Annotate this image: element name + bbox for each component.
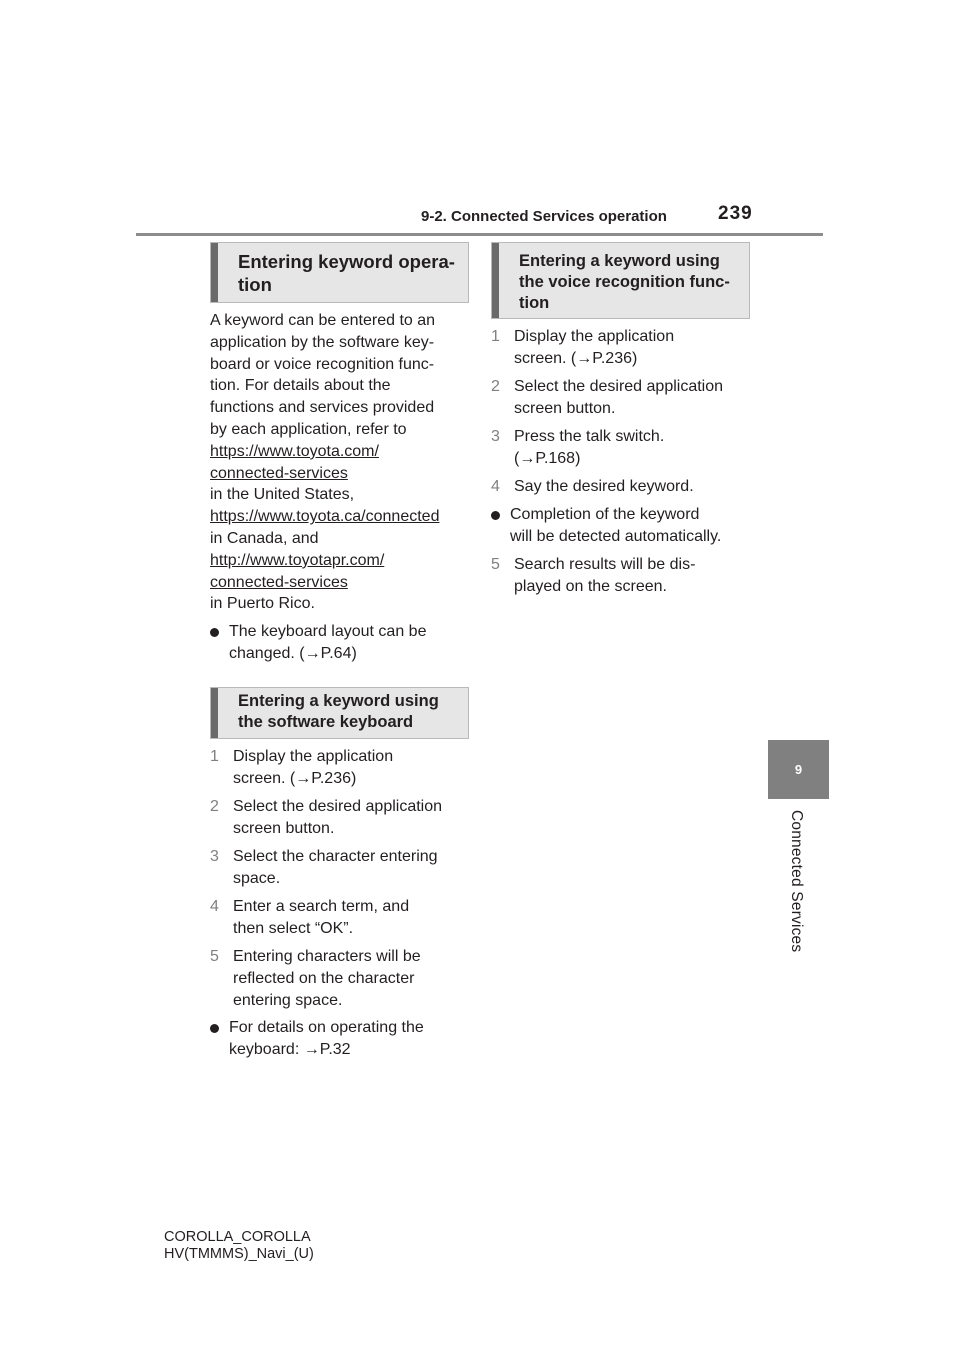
step-number: 1: [210, 748, 219, 765]
link-toyota-us-cont[interactable]: connected-services: [210, 464, 348, 482]
bullet-line: Completion of the keyword: [510, 506, 700, 523]
step-line: Select the desired application: [233, 798, 443, 815]
intro-line: functions and services provided: [210, 399, 435, 417]
intro-line: in the United States,: [210, 486, 355, 504]
heading-line: Entering keyword opera-: [238, 251, 455, 272]
step-number: 5: [491, 556, 500, 573]
link-toyota-pr[interactable]: http://www.toyotapr.com/: [210, 551, 385, 569]
heading-bar: [211, 688, 218, 738]
intro-line: board or voice recognition func-: [210, 355, 435, 373]
software-step-3: [210, 846, 472, 890]
heading-line: tion: [519, 294, 550, 312]
step-number: 3: [491, 428, 500, 445]
software-step-1: [210, 746, 472, 790]
bullet-dot-icon: [210, 628, 219, 637]
software-step-4: [210, 896, 472, 940]
intro-paragraph: [210, 310, 472, 615]
step-number: 1: [491, 328, 500, 345]
bullet-dot-icon: [210, 1024, 219, 1033]
step-line: Display the application: [233, 748, 394, 765]
step-line: Press the talk switch.: [514, 428, 665, 445]
software-step-5: [210, 946, 472, 1011]
step-line: (→P.168): [514, 449, 581, 467]
heading-software-keyboard: [210, 687, 469, 739]
software-step-2: [210, 796, 472, 840]
footer-line: COROLLA_COROLLA: [164, 1229, 311, 1245]
step-line: then select “OK”.: [233, 919, 354, 937]
footer-model-code: [164, 1229, 314, 1263]
step-line: screen. (→P.236): [514, 349, 638, 367]
heading-bar: [492, 243, 499, 318]
intro-line: tion. For details about the: [210, 377, 391, 395]
heading-line: tion: [238, 274, 272, 295]
bullet-keyboard-layout: [210, 621, 472, 665]
step-line: Say the desired keyword.: [514, 478, 694, 495]
voice-step-5: [491, 554, 753, 598]
bullet-keyboard-details: [210, 1017, 472, 1061]
step-number: 4: [491, 478, 500, 495]
link-toyota-us[interactable]: https://www.toyota.com/: [210, 442, 379, 460]
step-line: reflected on the character: [233, 969, 415, 987]
voice-step-4: [491, 476, 753, 498]
bullet-line: changed. (→P.64): [229, 644, 357, 662]
step-line: space.: [233, 869, 281, 887]
step-line: screen button.: [514, 399, 616, 417]
bullet-line: For details on operating the: [229, 1019, 424, 1036]
voice-step-3: [491, 426, 753, 470]
step-line: screen button.: [233, 819, 335, 837]
link-toyota-pr-cont[interactable]: connected-services: [210, 573, 348, 591]
step-line: Display the application: [514, 328, 675, 345]
chapter-number: 9: [794, 762, 803, 777]
heading-keyword-operation: [210, 242, 469, 303]
step-number: 5: [210, 948, 219, 965]
intro-line: in Puerto Rico.: [210, 595, 315, 613]
chapter-title: Connected Services: [788, 810, 805, 953]
heading-line: the software keyboard: [238, 713, 414, 731]
step-line: played on the screen.: [514, 577, 667, 595]
step-number: 3: [210, 848, 219, 865]
section-title: 9-2. Connected Services operation: [421, 208, 667, 225]
intro-line: A keyword can be entered to an: [210, 312, 436, 329]
step-line: Entering characters will be: [233, 948, 421, 965]
heading-line: Entering a keyword using: [519, 252, 720, 270]
header-divider: [136, 233, 823, 236]
bullet-voice-completion: [491, 504, 753, 548]
footer-line: HV(TMMMS)_Navi_(U): [164, 1246, 314, 1262]
step-line: Select the character entering: [233, 848, 438, 865]
intro-line: by each application, refer to: [210, 420, 407, 438]
heading-bar: [211, 243, 218, 302]
voice-step-1: [491, 326, 753, 370]
heading-line: the voice recognition func-: [519, 273, 730, 291]
intro-line: application by the software key-: [210, 333, 435, 351]
bullet-line: The keyboard layout can be: [229, 623, 427, 640]
bullet-line: will be detected automatically.: [510, 527, 722, 545]
step-line: screen. (→P.236): [233, 769, 357, 787]
step-line: entering space.: [233, 991, 343, 1009]
heading-voice-recognition: [491, 242, 750, 319]
heading-line: Entering a keyword using: [238, 692, 439, 710]
intro-line: in Canada, and: [210, 529, 319, 547]
step-number: 2: [210, 798, 219, 815]
step-line: Select the desired application: [514, 378, 724, 395]
bullet-line: keyboard: →P.32: [229, 1040, 351, 1058]
page-number: 239: [718, 203, 753, 224]
step-line: Enter a search term, and: [233, 898, 410, 915]
step-number: 2: [491, 378, 500, 395]
chapter-tab[interactable]: [768, 740, 829, 799]
step-number: 4: [210, 898, 219, 915]
bullet-dot-icon: [491, 511, 500, 520]
link-toyota-ca[interactable]: https://www.toyota.ca/connected: [210, 508, 440, 526]
step-line: Search results will be dis-: [514, 556, 696, 573]
voice-step-2: [491, 376, 753, 420]
